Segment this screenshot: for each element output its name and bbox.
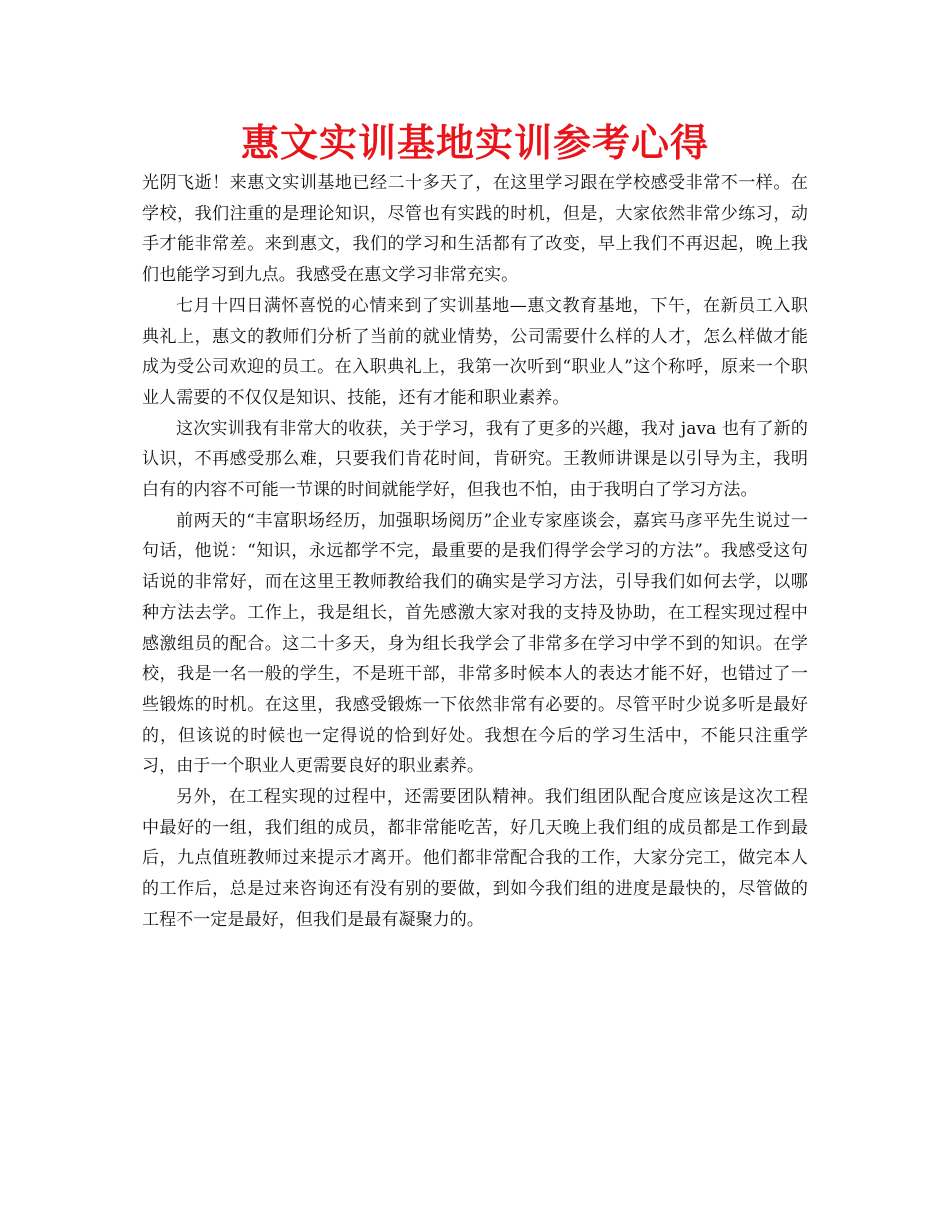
paragraph-4: 前两天的“丰富职场经历，加强职场阅历”企业专家座谈会，嘉宾马彦平先生说过一句话，他说：“知识，永远都学不完，最重要的是我们得学会学习的方法”。我感受这句话说的非常好，而在这里王教师教给我们的确实是学习方法，引导我们如何去学，以哪种方法去学。工作上，我是组长，首先感激大家对我的支持及协助，在工程实现过程中感激组员的配合。这二十多天，身为组长我学会了非常多在学习中学不到的知识。在学校，我是一名一般的学生，不是班干部，非常多时候本人的表达才能不好，也错过了一些锻炼的时机。在这里，我感受锻炼一下依然非常有必要的。尽管平时少说多听是最好的，但该说的时候也一定得说的恰到好处。我想在今后的学习生活中，不能只注重学习，由于一个职业人更需要良好的职业素养。 <box>142 510 808 777</box>
paragraph-3: 这次实训我有非常大的收获，关于学习，我有了更多的兴趣，我对 java 也有了新的认识，不再感受那么难，只要我们肯花时间，肯研究。王教师讲课是以引导为主，我明白有的内容不可能一节课的时间就能学好，但我也不怕，由于我明白了学习方法。 <box>142 418 808 501</box>
paragraph-2: 七月十四日满怀喜悦的心情来到了实训基地—惠文教育基地，下午，在新员工入职典礼上，惠文的教师们分析了当前的就业情势，公司需要什么样的人才，怎么样做才能成为受公司欢迎的员工。在入职典礼上，我第一次听到“职业人”这个称呼，原来一个职业人需要的不仅仅是知识、技能，还有才能和职业素养。 <box>142 295 808 408</box>
paragraph-1: 光阴飞逝！来惠文实训基地已经二十多天了，在这里学习跟在学校感受非常不一样。在学校，我们注重的是理论知识，尽管也有实践的时机，但是，大家依然非常少练习，动手才能非常差。来到惠文，我们的学习和生活都有了改变，早上我们不再迟起，晚上我们也能学习到九点。我感受在惠文学习非常充实。 <box>142 173 808 286</box>
paragraph-5: 另外，在工程实现的过程中，还需要团队精神。我们组团队配合度应该是这次工程中最好的一组，我们组的成员，都非常能吃苦，好几天晚上我们组的成员都是工作到最后，九点值班教师过来提示才离开。他们都非常配合我的工作，大家分完工，做完本人的工作后，总是过来咨询还有没有别的要做，到如今我们组的进度是最快的，尽管做的工程不一定是最好，但我们是最有凝聚力的。 <box>142 787 808 930</box>
document-title: 惠文实训基地实训参考心得 <box>240 121 709 165</box>
document-body <box>142 168 808 936</box>
